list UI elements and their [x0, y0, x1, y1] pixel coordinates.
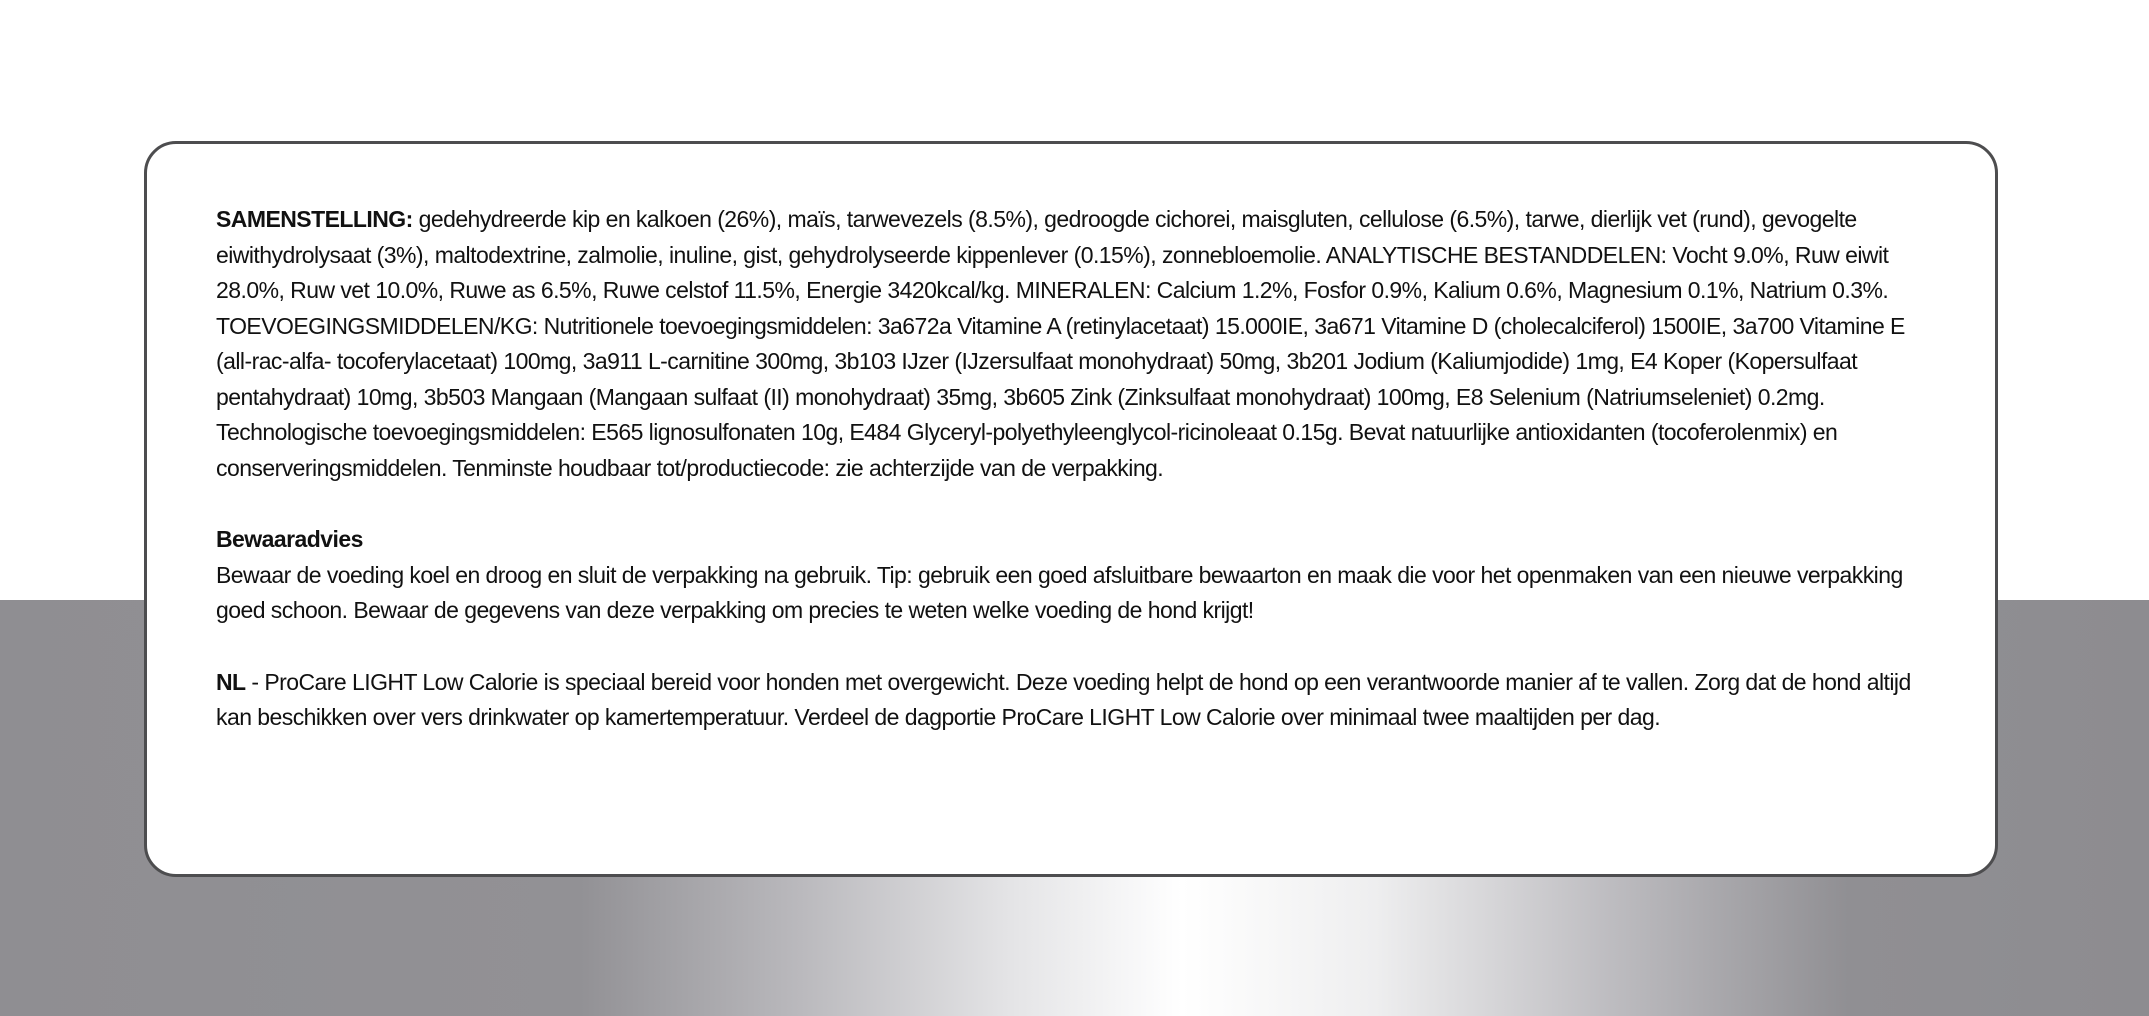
composition-paragraph [216, 202, 1925, 486]
spacer [216, 486, 1925, 522]
composition-text: gedehydreerde kip en kalkoen (26%), maïs, tarwevezels (8.5%), gedroogde cichorei, maisgluten, cellulose (6.5%), tarwe, dierlijk vet (rund), gevogelte eiwithydrolysaat (3%), maltodextrine, zalmolie, inuline, gist, gehydrolyseerde kippenlever (0.15%), zonnebloemolie. ANALYTISCHE BESTANDDELEN: Vocht 9.0%, Ruw eiwit 28.0%, Ruw vet 10.0%, Ruwe as 6.5%, Ruwe celstof 11.5%, Energie 3420kcal/kg. MINERALEN: Calcium 1.2%, Fosfor 0.9%, Kalium 0.6%, Magnesium 0.1%, Natrium 0.3%. TOEVOEGINGSMIDDELEN/KG: Nutritionele toevoegingsmiddelen: 3a672a Vitamine A (retinylacetaat) 15.000IE, 3a671 Vitamine D (cholecalciferol) 1500IE, 3a700 Vitamine E (all-rac-alfa- tocoferylacetaat) 100mg, 3a911 L-carnitine 300mg, 3b103 IJzer (IJzersulfaat monohydraat) 50mg, 3b201 Jodium (Kaliumjodide) 1mg, E4 Koper (Kopersulfaat pentahydraat) 10mg, 3b503 Mangaan (Mangaan sulfaat (II) monohydraat) 35mg, 3b605 Zink (Zinksulfaat monohydraat) 100mg, E8 Selenium (Natriumseleniet) 0.2mg. Technologische toevoegingsmiddelen: E565 lignosulfonaten 10g, E484 Glyceryl-polyethyleenglycol-ricinoleaat 0.15g. Bevat natuurlijke antioxidanten (tocoferolenmix) en conserveringsmiddelen. Tenminste houdbaar tot/productiecode: zie achterzijde van de verpakking. [216, 206, 1905, 481]
storage-section [216, 522, 1925, 629]
storage-heading: Bewaaradvies [216, 526, 363, 552]
storage-text: Bewaar de voeding koel en droog en sluit de verpakking na gebruik. Tip: gebruik een goed afsluitbare bewaarton en maak die voor het openmaken van een nieuwe verpakking goed schoon. Bewaar de gegevens van deze verpakking om precies te weten welke voeding de hond krijgt! [216, 561, 1903, 623]
description-text: - ProCare LIGHT Low Calorie is speciaal bereid voor honden met overgewicht. Deze voeding helpt de hond op een verantwoorde manier af te vallen. Zorg dat de hond altijd kan beschikken over vers drinkwater op kamertemperatuur. Verdeel de dagportie ProCare LIGHT Low Calorie over minimaal twee maaltijden per dag. [216, 668, 1911, 730]
composition-label: SAMENSTELLING: [216, 206, 413, 232]
language-code: NL [216, 668, 246, 695]
description-paragraph [216, 665, 1925, 736]
spacer [216, 629, 1925, 665]
label-text-card [144, 141, 1998, 877]
